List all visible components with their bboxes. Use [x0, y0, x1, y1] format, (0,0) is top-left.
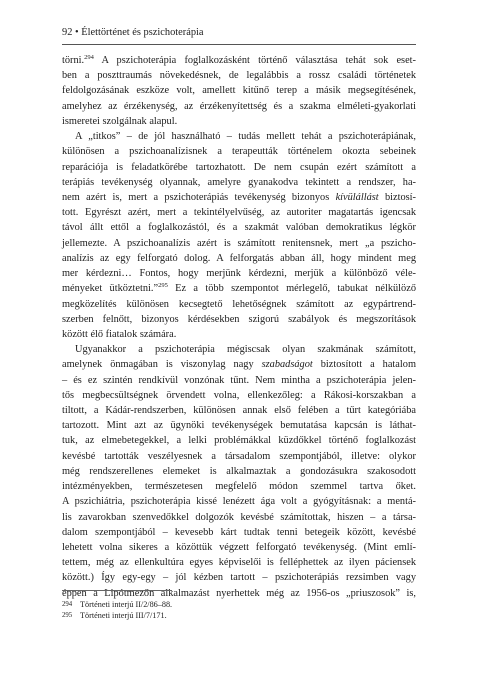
text-line: ményeket ütköztetni.”$^{295}$ Ez a több szempontot mérlegelő, tabukat nélkülöző — [62, 282, 416, 295]
text-line: tős megbecsültségnek örvendett volna, ellenkezőleg: a Rákosi-korszakban a — [62, 389, 416, 401]
text-line: A pszichiátria, pszichoterápia kissé lenézett ága volt a gyógyításnak: a mentá- — [62, 496, 416, 508]
text-line: tott. Egyrészt azért, mert a tekintélyelvűség, az autoriter magatartás igencsak — [62, 207, 416, 219]
text-line: mer kérdezni… Fontos, hogy merjünk kérdezni, merjük a különböző véle- — [62, 268, 416, 280]
footnote-number: 294 — [62, 601, 73, 608]
text-line: törni.$^{294}$ A pszichoterápia foglalkozásként történő választása tehát sok eset- — [62, 54, 416, 66]
text-line: terápiás tevékenység olyannak, amelyre gyanakodva tekintett a rendszer, ha- — [62, 176, 416, 188]
footnote-number: 295 — [62, 612, 73, 619]
text-line: között élő fiatalok számára. — [62, 328, 177, 340]
emphasis: szabadságot — [261, 359, 313, 371]
text-line: távol állt ettől a foglalkozástól, és a szakmát valóban demokratikus légkör — [62, 222, 416, 234]
text-line: lehetett volna sikeres a közöttük végzett felforgató tevékenység. (Mint emlí- — [62, 542, 416, 553]
text-line: tartozott. Mint azt az ügynöki tevékenységek bemutatása kapcsán is láthat- — [62, 420, 416, 432]
text-line: tiltott, a Kádár-rendszerben, különösen annak első felében a tűrt kategóriába — [62, 405, 416, 417]
text-line: reparációja is feladatkörébe tartozhatott. De nem csupán ezért számított a — [62, 161, 416, 173]
text-line: kevésbé tartották veszélyesnek a társadalom szempontjából, illetve: olykor — [62, 450, 416, 462]
text-line: intézményekben, természetesen megfelelő módon szemmel tartva őket. — [62, 481, 416, 493]
text-line: ismeretei szolgálnak alapul. — [62, 115, 178, 127]
text-line: különösen a pszichoanalízisnek a terapeutták történelem okozta sebeinek — [62, 146, 416, 158]
footnote — [62, 610, 416, 621]
text-line: lis zavarokban szenvedőkkel dolgozók kevésbé számítottak, hiszen – a társa- — [62, 511, 416, 523]
text-line: – és ez szintén rendkívül vonzónak tűnt. Nem mintha a pszichoterápia jelen- — [62, 374, 416, 386]
text-line: tuk, az elmebetegekkel, a lelki problémákkal küzdőkkel történő foglalkozást — [62, 435, 416, 447]
text-line: között.) Így egy-egy – jól kézben tartott – pszichoterápiás rezsimben vagy — [62, 572, 416, 584]
running-head: 92 • Élettörténet és pszichoterápia — [62, 27, 204, 38]
text-line: szerben felnőtt, bizonyos kérdésekben szigorú szabályok és megszorítások — [62, 313, 416, 325]
text-line: Ugyanakkor a pszichoterápia mégiscsak olyan szakmának számított, — [75, 344, 416, 356]
text-line: A „titkos” – de jól használható – tudás mellett tehát a pszichoterápiának, — [75, 131, 416, 143]
footnote-rule — [62, 590, 172, 591]
footnotes — [62, 599, 416, 621]
text-line: nem azért is, mert a pszichoterápiás tevékenység bizonyos kívülállást biztosí- — [62, 191, 416, 203]
text-line: amelynek önmagában is viszonylag nagy szabadságot biztosított a hatalom — [62, 359, 416, 371]
text-line: feldolgozásának eszköze volt, amellett kitűnő terep a másik megsegítésének, — [62, 85, 416, 97]
header-rule — [62, 44, 416, 45]
footnote — [62, 599, 416, 610]
text-line: dalom szempontjából – kevesebb kárt tudtak tenni betegeik között, kevésbé — [62, 526, 416, 538]
text-line: analízis az egy felforgató dolog. A felforgatás abban áll, hogy mindent meg — [62, 252, 416, 264]
text-line: éppen a Lipótmezőn alkalmazást nyerhettek még az 1956-os „priuszosok” is, — [62, 587, 416, 599]
text-line: ben a poszttraumás növekedésnek, de legalábbis a rossz családi történetek — [62, 70, 416, 82]
text-line: jellemezte. A pszichoanalízis azért is számított renitensnek, mert „a pszicho- — [62, 237, 416, 249]
footnote-text: Történeti interjú II/2/86–88. — [80, 600, 173, 609]
text-line: amelyhez az érzékenység, az érzékenyítettség és a szakma elméleti-gyakorlati — [62, 100, 416, 112]
footnote-ref[interactable]: 295 — [158, 282, 168, 290]
body-text — [62, 53, 416, 601]
footnote-text: Történeti interjú III/7/171. — [80, 611, 167, 620]
text-line: tettem, még az ellenkultúra egyes képviselői is felléphettek az ilyen páciensek — [62, 557, 416, 569]
footnote-ref[interactable]: 294 — [84, 54, 94, 61]
emphasis: kívülállást — [335, 191, 379, 203]
text-line: még rendszerellenes elemeket is alkalmaztak a gondozásukra szakosodott — [62, 465, 416, 477]
text-line: megközelítés különösen kecsegtető lehetőségnek számított az egypártrend- — [62, 298, 416, 310]
